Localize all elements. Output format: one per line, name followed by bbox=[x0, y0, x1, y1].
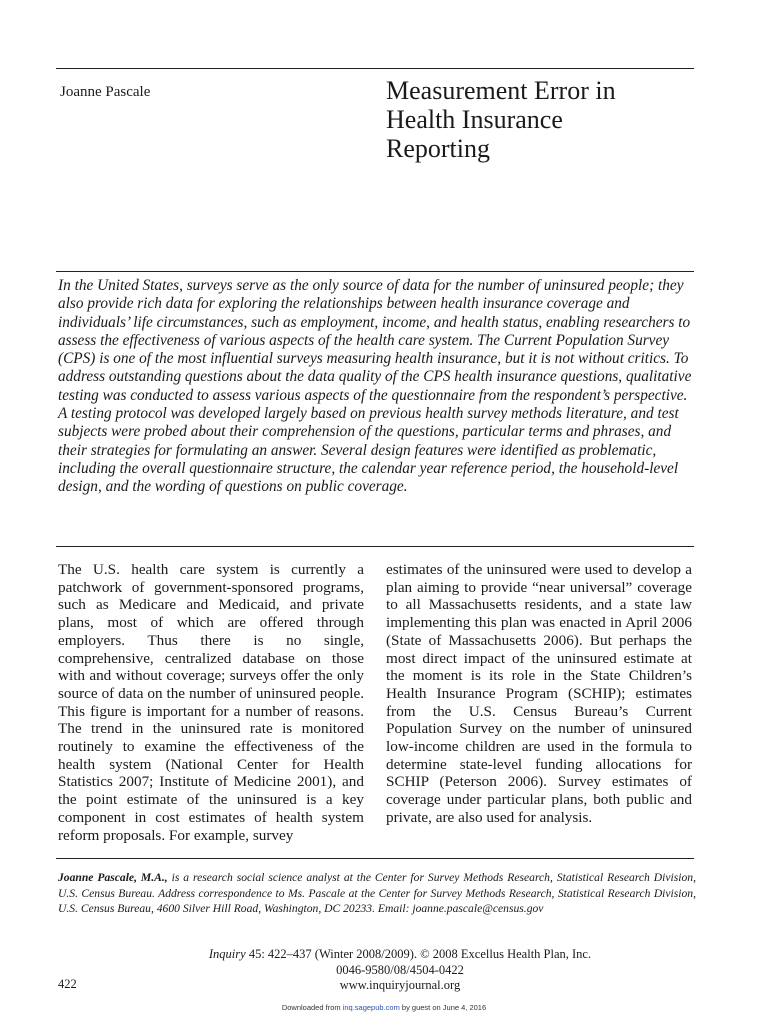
footnote-rule bbox=[56, 858, 694, 859]
journal-citation bbox=[150, 947, 650, 994]
title-line-2: Health Insurance bbox=[386, 105, 563, 134]
top-rule bbox=[56, 68, 694, 69]
download-prefix: Downloaded from bbox=[281, 1003, 343, 1012]
abstract: In the United States, surveys serve as the only source of data for the number of uninsured people; they also provide rich data for exploring the relationships between health insurance coverage and individuals’ life circumstances, such as employment, income, and health status, enabling researchers to assess the effectiveness of various aspects of the health care system. The Current Population Survey (CPS) is one of the most influential surveys measuring health insurance, but it is not without critics. To address outstanding questions about the data quality of the CPS health insurance questions, qualitative testing was conducted to assess various aspects of the questionnaire from the respondent’s perspective. A testing protocol was developed largely based on previous health survey methods literature, and test subjects were probed about their comprehension of the questions, particular terms and phrases, and their strategies for formulating an answer. Several design features were identified as problematic, including the overall questionnaire structure, the calendar year reference period, the household-level design, and the wording of questions on public coverage. bbox=[58, 277, 692, 496]
title-line-3: Reporting bbox=[386, 134, 490, 163]
author-name: Joanne Pascale bbox=[60, 84, 151, 100]
citation-details: 45: 422–437 (Winter 2008/2009). © 2008 Excellus Health Plan, Inc. bbox=[245, 947, 592, 961]
page-number: 422 bbox=[58, 977, 77, 991]
issn: 0046-9580/08/4504-0422 bbox=[336, 962, 464, 977]
body-left-column: The U.S. health care system is currently a patchwork of government-sponsored programs, such as Medicare and Medicaid, and private plans, most of which are offered through employers. Thus there is no single, comprehensive, centralized database on those with and without coverage; surveys offer the only source of data on the number of uninsured people. This figure is important for a number of reasons. The trend in the uninsured rate is monitored routinely to examine the effectiveness of the health system (National Center for Health Statistics 2007; Institute of Medicine 2001), and the point estimate of the uninsured is a key component in cost estimates of health system reform proposals. For example, survey bbox=[58, 561, 364, 844]
footnote-text: is a research social science analyst at the Center for Survey Methods Research, Statistical Research Division, U.S. Census Bureau. Address correspondence to Ms. Pascale at the Center for Survey Methods Research, Statistical Research Division, U.S. Census Bureau, 4600 Silver Hill Road, Washington, DC 20233. Email: joanne.pascale@census.gov bbox=[58, 871, 696, 915]
body-right-column: estimates of the uninsured were used to develop a plan aiming to provide “near universal” coverage to all Massachusetts residents, and a state law implementing this plan was enacted in April 2006 (State of Massachusetts 2006). But perhaps the most direct impact of the uninsured estimate at the moment is its role in the State Children’s Health Insurance Program (SCHIP); estimates from the U.S. Census Bureau’s Current Population Survey on the number of uninsured low-income children are used in the formula to determine state-level funding allocations for SCHIP (Peterson 2006). Survey estimates of coverage under particular plans, both public and private, are also used for analysis. bbox=[386, 561, 692, 826]
abstract-bottom-rule bbox=[56, 546, 694, 547]
abstract-top-rule bbox=[56, 271, 694, 272]
title-line-1: Measurement Error in bbox=[386, 76, 616, 105]
article-title bbox=[386, 76, 696, 163]
download-notice bbox=[0, 1003, 768, 1012]
journal-url[interactable]: www.inquiryjournal.org bbox=[339, 978, 461, 992]
journal-name: Inquiry bbox=[208, 947, 246, 961]
author-footnote bbox=[58, 870, 696, 917]
footnote-author-name: Joanne Pascale, M.A., bbox=[58, 871, 168, 884]
download-link[interactable]: inq.sagepub.com bbox=[342, 1003, 400, 1012]
download-suffix: by guest on June 4, 2016 bbox=[399, 1003, 487, 1012]
